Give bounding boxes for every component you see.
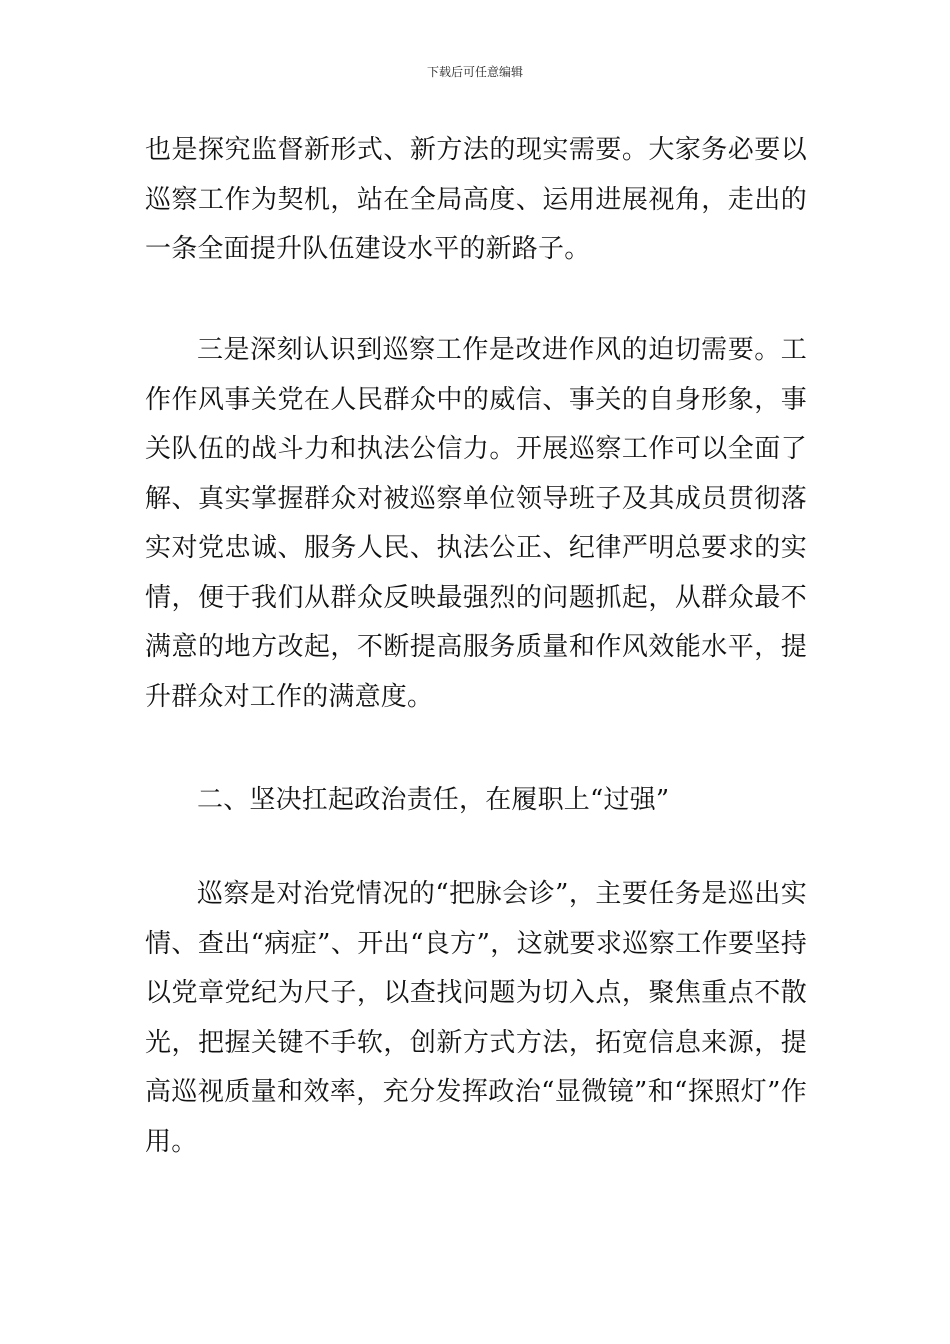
page-header-note: 下载后可任意编辑 — [426, 65, 523, 79]
paragraph-continuation: 也是探究监督新形式、新方法的现实需要。大家务必要以巡察工作为契机，站在全局高度、运用进展视角，走出的一条全面提升队伍建设水平的新路子。 — [145, 135, 807, 264]
paragraph-inspection-tasks: 巡察是对治党情况的“把脉会诊”，主要任务是巡出实情、查出“病症”、开出“良方”，这就要求巡察工作要坚持以党章党纪为尺子，以查找问题为切入点，聚焦重点不散光，把握关键不手软，创新方式方法，拓宽信息来源，提高巡视质量和效率，充分发挥政治“显微镜”和“探照灯”作用。 — [145, 879, 807, 1157]
paragraph-work-style: 三是深刻认识到巡察工作是改进作风的迫切需要。工作作风事关党在人民群众中的威信、事关的自身形象，事关队伍的战斗力和执法公信力。开展巡察工作可以全面了解、真实掌握群众对被巡察单位领导班子及其成员贯彻落实对党忠诚、服务人民、执法公正、纪律严明总要求的实情，便于我们从群众反映最强烈的问题抓起，从群众最不满意的地方改起，不断提高服务质量和作风效能水平，提升群众对工作的满意度。 — [145, 335, 807, 712]
section-heading: 二、坚决扛起政治责任，在履职上“过强” — [197, 785, 670, 815]
